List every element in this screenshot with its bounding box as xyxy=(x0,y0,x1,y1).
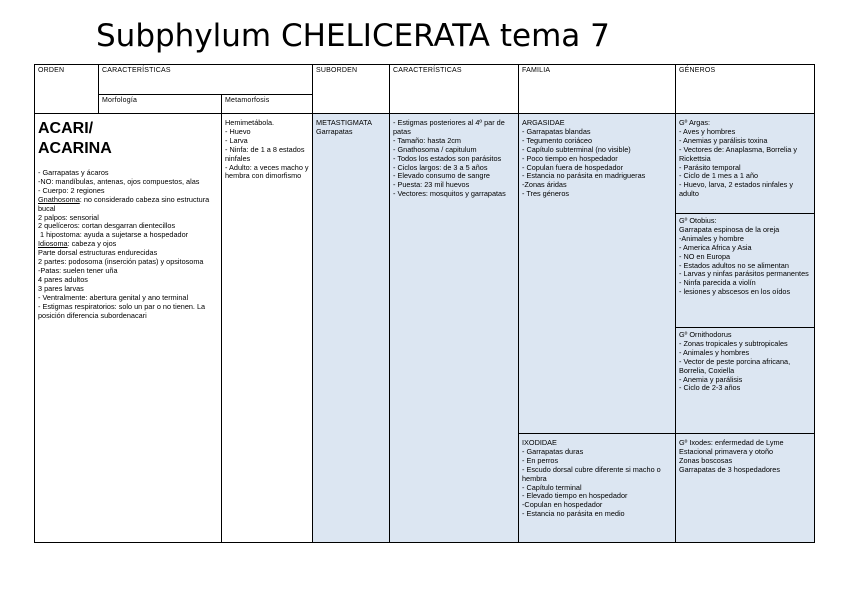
ixodes-line: Zonas boscosas xyxy=(679,455,733,465)
argasidae-line: - Estancia no parásita en madrigueras xyxy=(522,171,646,181)
metamorfosis-line: - Larva xyxy=(225,135,248,145)
orden-name-line2: ACARINA xyxy=(38,140,112,157)
orden-line: - Garrapatas y ácaros xyxy=(38,168,109,177)
ixodes-line: Gº Ixodes: enfermedad de Lyme xyxy=(679,438,784,447)
orden-line: -NO: mandíbulas, antenas, ojos compuestos, alas xyxy=(38,176,200,186)
ornithodorus-line: - Animales y hombres xyxy=(679,347,750,357)
ixodidae-line: - En perros xyxy=(522,455,559,465)
familia-ixodidae-cell xyxy=(518,433,676,543)
ornithodorus-line: - Zonas tropicales y subtropicales xyxy=(679,338,788,348)
argasidae-line: - Poco tiempo en hospedador xyxy=(522,153,618,163)
header-generos: GÉNEROS xyxy=(675,64,815,114)
otobius-line: Gº Otobius: xyxy=(679,216,717,225)
otobius-line: - NO en Europa xyxy=(679,251,731,261)
ixodidae-line: - Escudo dorsal cubre diferente si macho o hembra xyxy=(522,464,663,483)
otobius-line: -Animales y hombre xyxy=(679,233,744,243)
argasidae-name: ARGASIDAE xyxy=(522,118,565,127)
argasidae-line: - Tres géneros xyxy=(522,189,570,199)
genero-ixodes-cell xyxy=(675,433,815,543)
gnathosoma-detail: 2 quelíceros: cortan desgarran dientecillos xyxy=(38,221,176,231)
ornithodorus-line: - Ciclo de 2-3 años xyxy=(679,383,741,393)
otobius-line: Garrapata espinosa de la oreja xyxy=(679,224,780,234)
idiosoma-detail: - Ventralmente: abertura genital y ano terminal xyxy=(38,292,189,302)
orden-name-line1: ACARI/ xyxy=(38,120,94,137)
gnathosoma-detail: 2 palpos: sensorial xyxy=(38,212,99,222)
idiosoma-detail: -Patas: suelen tener uña xyxy=(38,265,118,275)
idiosoma-label: Idiosoma xyxy=(38,239,68,249)
argas-line: - Huevo, larva, 2 estados ninfales y adulto xyxy=(679,180,796,199)
metamorfosis-line: - Ninfa: de 1 a 8 estados ninfales xyxy=(225,144,307,163)
idiosoma-detail: 4 pares adultos xyxy=(38,274,88,284)
gnathosoma-text: : no considerado cabeza sino estructura bucal xyxy=(38,194,212,213)
idiosoma-text: : cabeza y ojos xyxy=(67,239,117,249)
gnathosoma-detail: 1 hipostoma: ayuda a sujetarse a hospedador xyxy=(38,230,189,240)
metamorfosis-line: - Huevo xyxy=(225,126,251,136)
ixodidae-line: - Elevado tiempo en hospedador xyxy=(522,491,628,501)
header-familia: FAMILIA xyxy=(518,64,676,114)
genero-otobius-cell xyxy=(675,213,815,328)
idiosoma-detail: 2 partes: podosoma (inserción patas) y opsitosoma xyxy=(38,257,204,267)
argasidae-line: - Garrapatas blandas xyxy=(522,126,591,136)
chelicerata-table xyxy=(34,64,815,543)
suborden-caract-line: - Vectores: mosquitos y garrapatas xyxy=(393,189,506,199)
suborden-cell xyxy=(312,113,390,543)
ixodidae-name: IXODIDAE xyxy=(522,438,557,447)
ornithodorus-line: - Vector de peste porcina africana, Borrelia, Coxiella xyxy=(679,356,793,375)
suborden-name: METASTIGMATA xyxy=(316,118,372,127)
argas-line: Gº Argas: xyxy=(679,118,711,127)
ixodidae-line: - Capítulo terminal xyxy=(522,482,582,492)
header-metamorfosis: Metamorfosis xyxy=(221,94,313,114)
suborden-caract-line: - Puesta: 23 mil huevos xyxy=(393,180,470,190)
argasidae-line: - Capítulo subterminal (no visible) xyxy=(522,144,631,154)
page-title: Subphylum CHELICERATA tema 7 xyxy=(96,18,610,54)
suborden-caract-line: - Tamaño: hasta 2cm xyxy=(393,135,462,145)
idiosoma-detail: - Estigmas respiratorios: solo un par o no tienen. La posición diferencia subordenacari xyxy=(38,301,208,320)
ixodidae-line: - Garrapatas duras xyxy=(522,446,584,456)
argas-line: - Anemias y parálisis toxina xyxy=(679,135,768,145)
suborden-caract-line: - Ciclos largos: de 3 a 5 años xyxy=(393,162,488,172)
otobius-line: - Estados adultos no se alimentan xyxy=(679,260,789,270)
genero-argas-cell xyxy=(675,113,815,214)
metamorfosis-cell xyxy=(221,113,313,543)
ixodes-line: Estacional primavera y otoño xyxy=(679,446,774,456)
header-suborden: SUBORDEN xyxy=(312,64,390,114)
argasidae-line: - Copulan fuera de hospedador xyxy=(522,162,624,172)
header-orden: ORDEN xyxy=(34,64,99,114)
otobius-line: - lesiones y abscesos en los oídos xyxy=(679,287,791,297)
idiosoma-detail: 3 pares larvas xyxy=(38,283,84,293)
argas-line: - Aves y hombres xyxy=(679,126,736,136)
header-morfologia: Morfología xyxy=(98,94,222,114)
orden-morfologia-cell xyxy=(34,113,222,543)
metamorfosis-line: - Adulto: a veces macho y hembra con dimorfismo xyxy=(225,162,311,181)
suborden-caract-line: - Gnathosoma / capitulum xyxy=(393,144,477,154)
ixodes-line: Garrapatas de 3 hospedadores xyxy=(679,464,781,474)
suborden-caract-line: - Todos los estados son parásitos xyxy=(393,153,502,163)
header-caracteristicas: CARACTERÍSTICAS xyxy=(98,64,313,95)
argas-line: - Ciclo de 1 mes a 1 año xyxy=(679,171,759,181)
genero-ornithodorus-cell xyxy=(675,327,815,434)
otobius-line: - Larvas y ninfas parásitos permanentes xyxy=(679,269,809,279)
ixodidae-line: -Copulan en hospedador xyxy=(522,500,603,510)
familia-argasidae-cell xyxy=(518,113,676,434)
suborden-caracteristicas-cell xyxy=(389,113,519,543)
metamorfosis-line: Hemimetábola. xyxy=(225,118,275,127)
gnathosoma-line xyxy=(38,196,218,214)
suborden-caract-line: - Elevado consumo de sangre xyxy=(393,171,490,181)
argasidae-line: -Zonas áridas xyxy=(522,180,567,190)
ixodidae-line: - Estancia no parásita en medio xyxy=(522,509,625,519)
orden-line: - Cuerpo: 2 regiones xyxy=(38,185,105,195)
ornithodorus-line: - Anemia y parálisis xyxy=(679,374,743,384)
argas-line: - Vectores de: Anaplasma, Borrelia y Rickettsia xyxy=(679,144,800,163)
idiosoma-detail: Parte dorsal estructuras endurecidas xyxy=(38,248,158,258)
gnathosoma-label: Gnathosoma xyxy=(38,194,80,204)
otobius-line: - America Africa y Asia xyxy=(679,242,752,252)
suborden-caract-line: - Estigmas posteriores al 4º par de patas xyxy=(393,118,507,136)
header-caracteristicas-2: CARACTERÍSTICAS xyxy=(389,64,519,114)
argasidae-line: - Tegumento coriáceo xyxy=(522,135,593,145)
argas-line: - Parásito temporal xyxy=(679,162,741,172)
ornithodorus-line: Gº Ornithodorus xyxy=(679,330,732,339)
otobius-line: - Ninfa parecida a violín xyxy=(679,278,756,288)
suborden-common: Garrapatas xyxy=(316,126,353,136)
